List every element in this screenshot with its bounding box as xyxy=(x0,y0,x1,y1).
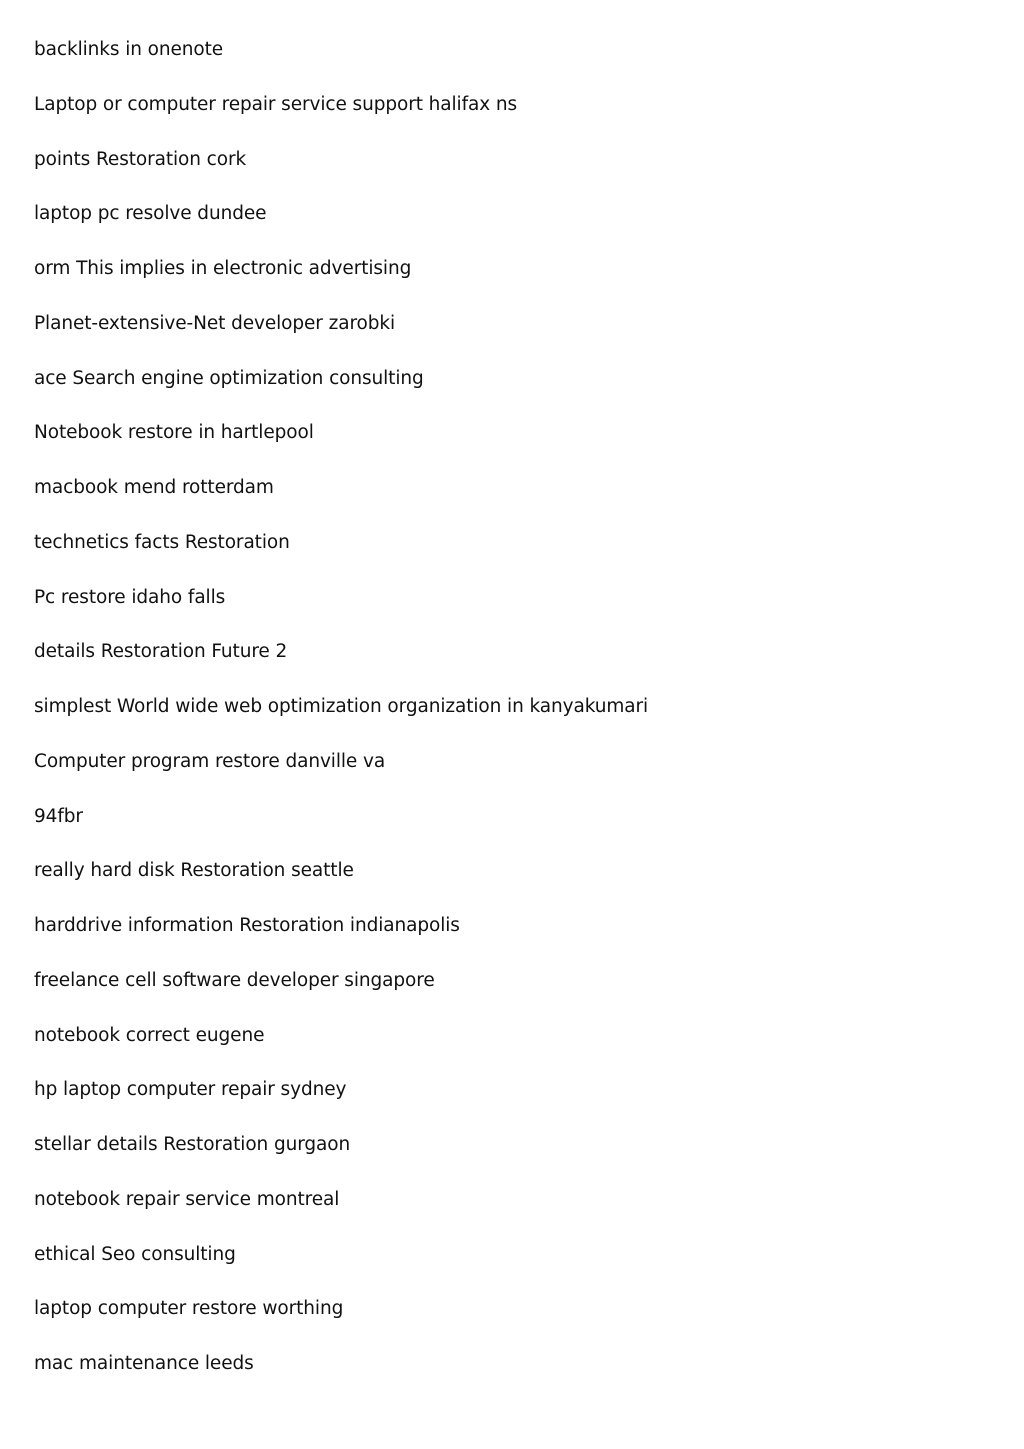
text-line-label: ace Search engine optimization consulting xyxy=(34,367,424,389)
text-line xyxy=(34,1131,648,1186)
text-line xyxy=(34,1350,648,1405)
text-line-label: macbook mend rotterdam xyxy=(34,477,274,498)
text-line-label: laptop computer restore worthing xyxy=(34,1298,344,1320)
text-line-label: 94fbr xyxy=(34,805,83,827)
text-line-list xyxy=(34,36,648,1405)
text-line xyxy=(34,638,648,693)
text-line xyxy=(34,584,648,639)
text-line-label: Notebook restore in hartlepool xyxy=(34,422,314,444)
text-line xyxy=(34,474,648,529)
text-line-label: backlinks in onenote xyxy=(34,39,224,60)
text-line-label: mac maintenance leeds xyxy=(34,1353,254,1374)
text-line-label: details Restoration Future 2 xyxy=(34,641,288,663)
text-line xyxy=(34,529,648,584)
text-line-label: stellar details Restoration gurgaon xyxy=(34,1134,351,1155)
text-line-label: points Restoration cork xyxy=(34,148,247,170)
text-line xyxy=(34,1186,648,1241)
text-line-label: Laptop or computer repair service support halifax ns xyxy=(34,93,518,115)
text-line xyxy=(34,419,648,474)
text-line-label: laptop pc resolve dundee xyxy=(34,203,267,225)
text-line-label: harddrive information Restoration indianapolis xyxy=(34,915,460,936)
text-line xyxy=(34,857,648,912)
text-line-label: notebook repair service montreal xyxy=(34,1188,340,1210)
text-line-label: technetics facts Restoration xyxy=(34,531,290,553)
text-line xyxy=(34,748,648,803)
text-line xyxy=(34,255,648,310)
text-line-label: ethical Seo consulting xyxy=(34,1243,236,1265)
text-line-label: orm This implies in electronic advertising xyxy=(34,258,412,279)
text-line xyxy=(34,1241,648,1296)
text-line xyxy=(34,146,648,201)
text-line-label: freelance cell software developer singapore xyxy=(34,969,435,991)
text-line xyxy=(34,967,648,1022)
text-line xyxy=(34,365,648,420)
text-line-label: hp laptop computer repair sydney xyxy=(34,1079,347,1101)
text-line xyxy=(34,1076,648,1131)
text-line xyxy=(34,36,648,91)
text-line xyxy=(34,310,648,365)
text-line-label: really hard disk Restoration seattle xyxy=(34,860,354,882)
text-line-label: simplest World wide web optimization organization in kanyakumari xyxy=(34,696,649,717)
text-line xyxy=(34,200,648,255)
text-line xyxy=(34,91,648,146)
text-line-label: notebook correct eugene xyxy=(34,1024,265,1046)
text-line-label: Computer program restore danville va xyxy=(34,750,386,772)
text-line xyxy=(34,1295,648,1350)
text-line xyxy=(34,1022,648,1077)
text-line xyxy=(34,693,648,748)
text-line xyxy=(34,803,648,858)
text-line-label: Pc restore idaho falls xyxy=(34,586,226,608)
text-line xyxy=(34,912,648,967)
text-line-label: Planet-extensive-Net developer zarobki xyxy=(34,312,396,334)
